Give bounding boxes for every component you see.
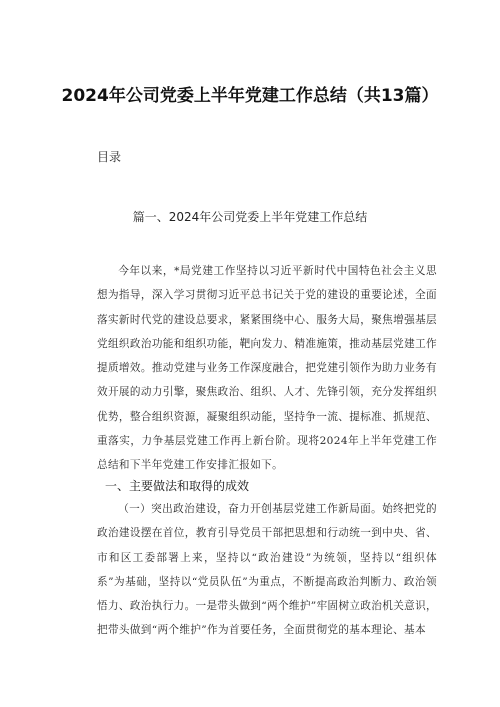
section-heading: 一、主要做法和取得的成效 xyxy=(105,479,250,493)
intro-paragraph: 今年以来，*局党建工作坚持以习近平新时代中国特色社会主义思想为指导，深入学习贯彻习近平总书记关于党的建设的重要论述，全面落实新时代党的建设总要求，紧紧围绕中心、服务大局，聚焦增强基层党组织政治功能和组织功能，靶向发力、精准施策，推动基层党建工作提质增效。推动党建与业务工作深度融合，把党建引领作为助力业务有效开展的动力引擎，聚焦政治、组织、人才、先锋引领，充分发挥组织优势，整合组织资源，凝聚组织动能，坚持争一流、提标准、抓规范、重落实，力争基层党建工作再上新台阶。现将2024年上半年党建工作总结和下半年党建工作安排汇报如下。 xyxy=(97,265,437,472)
document-title: 2024年公司党委上半年党建工作总结（共13篇） xyxy=(61,86,439,106)
chapter-title: 篇一、2024年公司党委上半年党建工作总结 xyxy=(132,210,368,224)
body-paragraph: （一）突出政治建设，奋力开创基层党建工作新局面。始终把党的政治建设摆在首位，教育引导党员干部把思想和行动统一到中央、省、市和区工委部署上来，坚持以“政治建设”为统领，坚持以“组织体系”为基础，坚持以“党员队伍”为重点，不断提高政治判断力、政治领悟力、政治执行力。一是带头做到“两个维护”牢固树立政治机关意识，把带头做到“两个维护”作为首要任务，全面贯彻党的基本理论、基本 xyxy=(97,503,437,637)
toc-label: 目录 xyxy=(97,150,122,164)
